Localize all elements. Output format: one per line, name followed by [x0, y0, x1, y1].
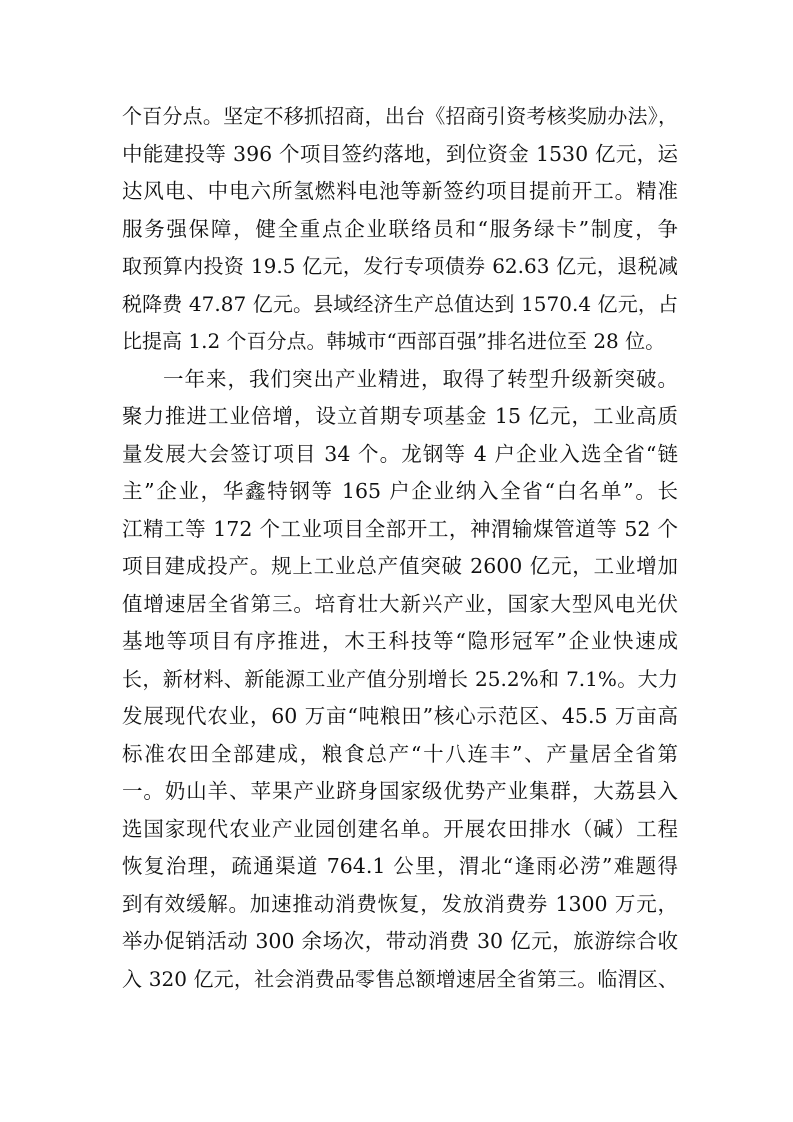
text-line: 主”企业，华鑫特钢等 165 户企业纳入全省“白名单”。长	[122, 479, 678, 503]
text-line: 选国家现代农业产业园创建名单。开展农田排水（碱）工程	[122, 816, 678, 841]
text-line: 基地等项目有序推进，木王科技等“隐形冠军”企业快速成	[122, 629, 678, 653]
text-line: 值增速居全省第三。培育壮大新兴产业，国家大型风电光伏	[122, 591, 678, 616]
text-line: 量发展大会签订项目 34 个。龙钢等 4 户企业入选全省“链	[122, 441, 678, 466]
text-line: 标准农田全部建成，粮食总产“十八连丰”、产量居全省第	[122, 741, 678, 766]
text-line: 聚力推进工业倍增，设立首期专项基金 15 亿元，工业高质	[122, 404, 678, 428]
text-line: 长，新材料、新能源工业产值分别增长 25.2%和 7.1%。大力	[122, 666, 678, 691]
text-line: 江精工等 172 个工业项目全部开工，神渭输煤管道等 52 个	[122, 516, 678, 541]
text-line: 举办促销活动 300 余场次，带动消费 30 亿元，旅游综合收	[122, 929, 678, 953]
text-line: 中能建投等 396 个项目签约落地，到位资金 1530 亿元，运	[122, 141, 678, 166]
text-line: 个百分点。坚定不移抓招商，出台《招商引资考核奖励办法》，	[122, 104, 678, 128]
text-line: 达风电、中电六所氢燃料电池等新签约项目提前开工。精准	[122, 179, 678, 203]
text-line: 入 320 亿元，社会消费品零售总额增速居全省第三。临渭区、	[122, 966, 678, 991]
text-line: 税降费 47.87 亿元。县域经济生产总值达到 1570.4 亿元，占	[122, 291, 678, 316]
text-line: 发展现代农业，60 万亩“吨粮田”核心示范区、45.5 万亩高	[122, 704, 678, 728]
paragraph-first-line: 一年来，我们突出产业精进，取得了转型升级新突破。	[163, 366, 678, 391]
text-line: 服务强保障，健全重点企业联络员和“服务绿卡”制度，争	[122, 216, 678, 241]
text-line: 取预算内投资 19.5 亿元，发行专项债券 62.63 亿元，退税减	[122, 254, 678, 278]
text-line: 一。奶山羊、苹果产业跻身国家级优势产业集群，大荔县入	[122, 779, 678, 803]
text-line: 比提高 1.2 个百分点。韩城市“西部百强”排名进位至 28 位。	[122, 329, 666, 353]
text-line: 到有效缓解。加速推动消费恢复，发放消费券 1300 万元，	[122, 891, 678, 916]
body-text	[122, 98, 678, 998]
text-line: 项目建成投产。规上工业总产值突破 2600 亿元，工业增加	[122, 554, 678, 578]
text-line: 恢复治理，疏通渠道 764.1 公里，渭北“逢雨必涝”难题得	[122, 854, 678, 878]
